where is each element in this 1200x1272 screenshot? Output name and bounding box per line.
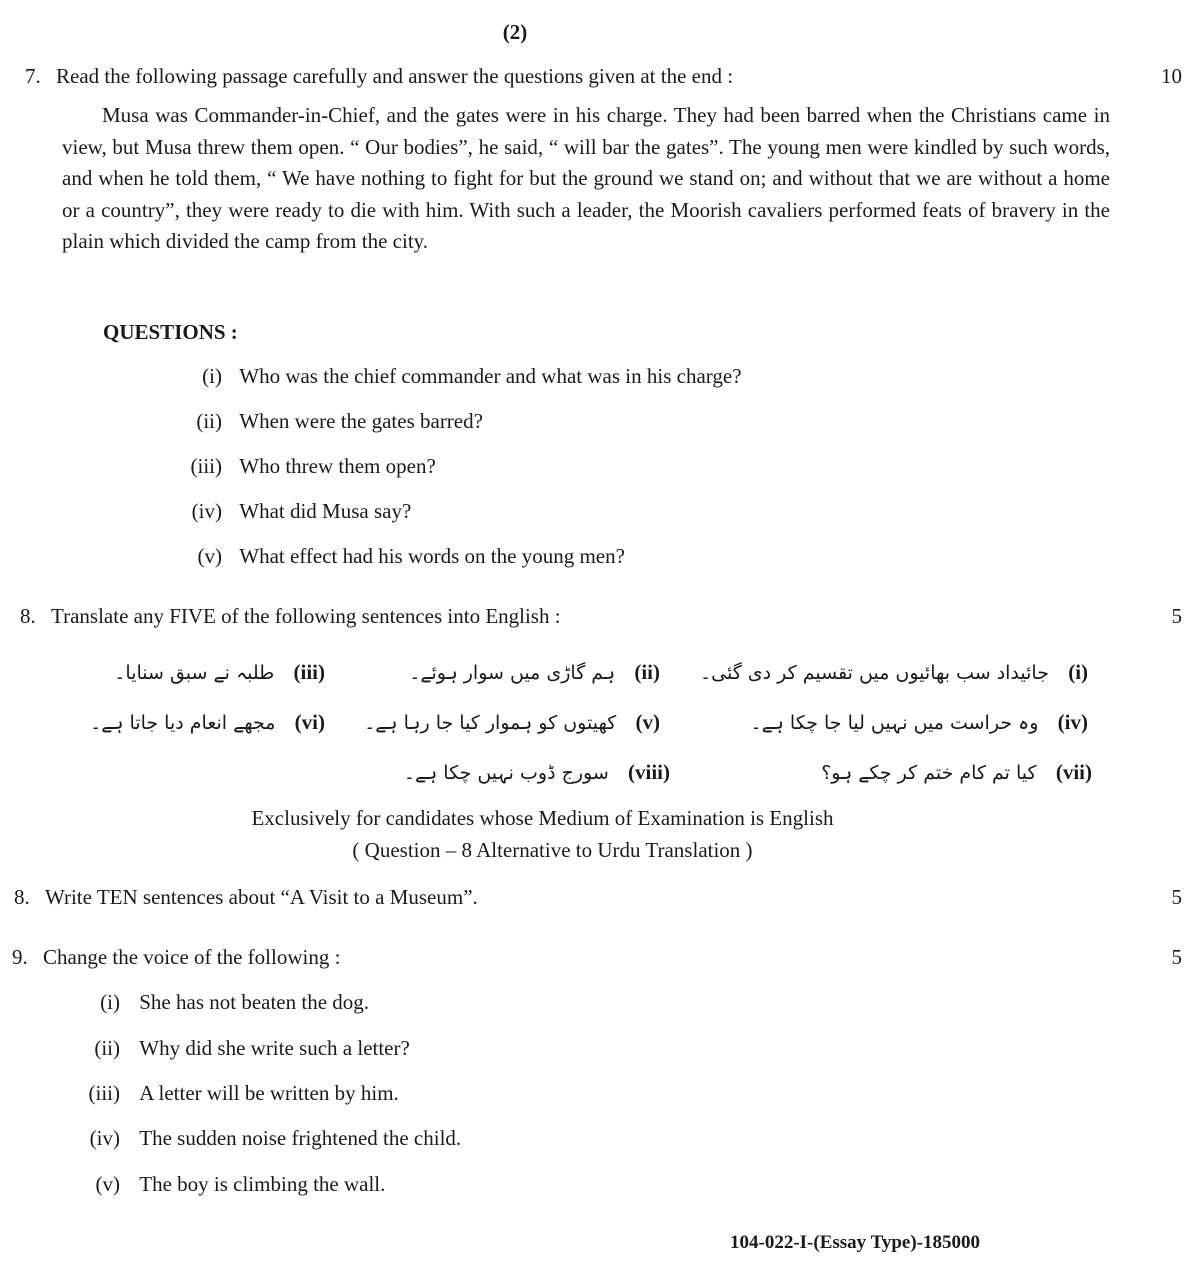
urdu-text: وہ حراست میں نہیں لیا جا چکا ہے۔	[750, 712, 1039, 734]
questions-heading: QUESTIONS :	[103, 320, 238, 344]
question-label: (ii)	[196, 409, 222, 433]
question-number: 9.	[12, 945, 28, 969]
question-prompt: Write TEN sentences about “A Visit to a Museum”.	[45, 885, 478, 909]
question-text: What effect had his words on the young men?	[239, 544, 625, 568]
urdu-text: طلبہ نے سبق سنایا۔	[114, 662, 275, 684]
question-label: (iii)	[190, 454, 222, 478]
item-text: The sudden noise frightened the child.	[139, 1126, 462, 1150]
page-number: (2)	[502, 20, 528, 44]
medium-note: Exclusively for candidates whose Medium of Examination is English	[251, 806, 834, 830]
item-label: (ii)	[94, 1036, 120, 1060]
question-8-alternative-marks: 5	[1171, 885, 1182, 909]
question-prompt: Change the voice of the following :	[43, 945, 341, 969]
urdu-text: مجھے انعام دیا جاتا ہے۔	[90, 712, 276, 734]
urdu-sentence-4	[700, 710, 1088, 735]
question-8-header	[20, 604, 561, 629]
urdu-sentence-7	[700, 760, 1092, 785]
urdu-sentence-1	[700, 660, 1089, 685]
comprehension-question-4	[160, 499, 411, 524]
question-prompt: Translate any FIVE of the following sentences into English :	[51, 604, 561, 628]
urdu-text: کیا تم کام ختم کر چکے ہو؟	[821, 762, 1037, 784]
question-text: Who was the chief commander and what was in his charge?	[239, 364, 742, 388]
item-text: She has not beaten the dog.	[139, 990, 370, 1014]
question-number: 8.	[14, 885, 30, 909]
sentence-label: (iv)	[1057, 710, 1088, 734]
voice-item-3	[60, 1081, 399, 1106]
item-label: (iv)	[89, 1126, 120, 1150]
sentence-label: (v)	[635, 710, 660, 734]
question-text: When were the gates barred?	[239, 409, 483, 433]
urdu-sentence-2	[380, 660, 660, 685]
question-prompt: Read the following passage carefully and answer the questions given at the end :	[56, 64, 734, 88]
question-number: 8.	[20, 604, 36, 628]
sentence-label: (i)	[1068, 660, 1089, 684]
urdu-text: ہم گاڑی میں سوار ہوئے۔	[409, 662, 616, 684]
urdu-sentence-5	[360, 710, 660, 735]
question-8-alternative-header	[14, 885, 478, 910]
comprehension-question-2	[160, 409, 483, 434]
urdu-text: کھیتوں کو ہموار کیا جا رہا ہے۔	[364, 712, 617, 734]
question-label: (v)	[197, 544, 222, 568]
voice-item-2	[60, 1036, 410, 1061]
sentence-label: (vii)	[1055, 760, 1092, 784]
urdu-text: سورج ڈوب نہیں چکا ہے۔	[403, 762, 609, 784]
sentence-label: (iii)	[293, 660, 325, 684]
comprehension-question-5	[160, 544, 625, 569]
question-label: (i)	[202, 364, 222, 388]
question-label: (iv)	[191, 499, 222, 523]
comprehension-question-1	[160, 364, 742, 389]
voice-item-4	[60, 1126, 461, 1151]
urdu-sentence-8	[380, 760, 670, 785]
urdu-sentence-6	[80, 710, 325, 735]
item-text: The boy is climbing the wall.	[139, 1172, 386, 1196]
item-text: A letter will be written by him.	[139, 1081, 399, 1105]
question-7-header	[25, 64, 733, 89]
item-label: (iii)	[88, 1081, 120, 1105]
reading-passage: Musa was Commander-in-Chief, and the gates were in his charge. They had been barred when the Christians came in view, but Musa threw them open. “ Our bodies”, he said, “ will bar the gates”. The young men were kindled by such words, and when he told them, “ We have nothing to fight for but the ground we stand on; and without that we are without a home or a country”, they were ready to die with him. With such a leader, the Moorish cavaliers performed feats of bravery in the plain which divided the camp from the city.	[62, 103, 1110, 253]
question-9-marks: 5	[1171, 945, 1182, 969]
question-number: 7.	[25, 64, 41, 88]
comprehension-question-3	[160, 454, 436, 479]
sentence-label: (ii)	[634, 660, 660, 684]
item-label: (v)	[95, 1172, 120, 1196]
urdu-text: جائیداد سب بھائیوں میں تقسیم کر دی گئی۔	[700, 662, 1049, 684]
item-label: (i)	[100, 990, 120, 1014]
question-9-header	[12, 945, 340, 970]
voice-item-1	[60, 990, 369, 1015]
voice-item-5	[60, 1172, 385, 1197]
urdu-sentence-3	[80, 660, 325, 685]
question-text: What did Musa say?	[239, 499, 412, 523]
alternative-note: ( Question – 8 Alternative to Urdu Translation )	[352, 838, 753, 862]
sentence-label: (vi)	[294, 710, 325, 734]
sentence-label: (viii)	[628, 760, 670, 784]
item-text: Why did she write such a letter?	[139, 1036, 410, 1060]
paper-code: 104-022-I-(Essay Type)-185000	[730, 1232, 980, 1253]
question-text: Who threw them open?	[239, 454, 436, 478]
question-8-marks: 5	[1171, 604, 1182, 628]
question-7-marks: 10	[1161, 64, 1182, 88]
